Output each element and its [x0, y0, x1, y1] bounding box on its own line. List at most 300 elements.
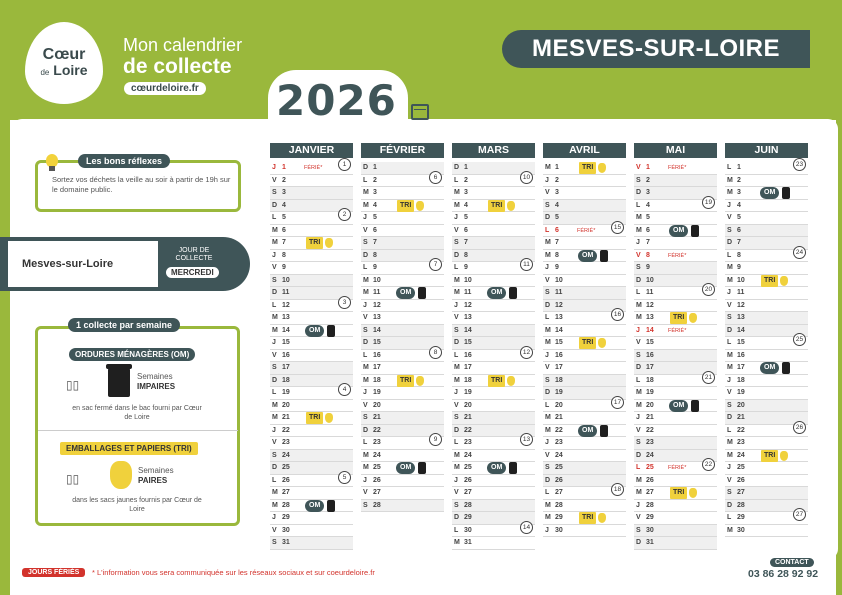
day-row	[634, 412, 717, 425]
day-letter: L	[636, 201, 641, 209]
day-number: 23	[282, 439, 290, 446]
day-number: 11	[373, 289, 381, 296]
day-number: 14	[373, 326, 381, 334]
day-letter: M	[727, 276, 733, 284]
day-number: 3	[373, 189, 377, 196]
day-number: 14	[646, 326, 654, 334]
day-number: 22	[282, 426, 290, 434]
day-letter: L	[363, 439, 368, 446]
day-number: 26	[282, 476, 290, 484]
day-letter: D	[727, 239, 733, 246]
day-number: 10	[737, 276, 745, 284]
day-letter: M	[545, 326, 551, 334]
day-row	[270, 275, 353, 288]
day-row	[270, 250, 353, 263]
collection-day-value: MERCREDI	[166, 267, 219, 278]
day-row	[543, 500, 626, 513]
day-row	[634, 437, 717, 450]
ferie-label: FÉRIÉ*	[304, 165, 323, 171]
day-row	[634, 162, 717, 175]
day-letter: J	[363, 214, 367, 221]
day-row	[725, 287, 808, 300]
day-row	[270, 400, 353, 413]
day-row	[452, 300, 535, 313]
day-number: 29	[737, 514, 745, 521]
day-row	[634, 175, 717, 188]
day-letter: D	[727, 501, 733, 509]
day-row	[634, 250, 717, 263]
day-number: 15	[646, 339, 654, 346]
day-letter: V	[545, 189, 550, 196]
day-number: 8	[464, 251, 468, 259]
day-number: 27	[737, 489, 745, 496]
day-number: 25	[555, 464, 563, 471]
day-letter: V	[545, 451, 550, 459]
day-number: 21	[464, 414, 472, 421]
day-number: 28	[464, 501, 472, 509]
day-row	[543, 362, 626, 375]
day-number: 25	[646, 464, 654, 471]
day-number: 15	[282, 339, 290, 346]
day-number: 26	[737, 476, 745, 484]
day-row	[270, 337, 353, 350]
day-number: 13	[555, 314, 563, 321]
day-letter: J	[454, 476, 458, 484]
contact-phone[interactable]: 03 86 28 92 92	[748, 568, 819, 580]
om-collection-badge: OM	[578, 250, 597, 262]
day-letter: L	[272, 214, 277, 221]
day-letter: M	[454, 289, 460, 296]
day-number: 14	[464, 326, 472, 334]
day-row	[361, 312, 444, 325]
day-row	[725, 275, 808, 288]
day-number: 19	[646, 389, 654, 396]
day-number: 1	[464, 164, 468, 171]
day-number: 23	[555, 439, 563, 446]
day-row	[725, 437, 808, 450]
day-number: 4	[737, 201, 741, 209]
day-row	[270, 300, 353, 313]
day-row	[634, 287, 717, 300]
day-number: 20	[464, 401, 472, 409]
day-letter: M	[272, 501, 278, 509]
day-letter: M	[727, 176, 733, 184]
day-number: 25	[464, 464, 472, 471]
day-letter: V	[636, 251, 641, 259]
day-number: 5	[282, 214, 286, 221]
day-number: 9	[464, 264, 468, 271]
day-letter: J	[363, 476, 367, 484]
day-letter: M	[636, 389, 642, 396]
day-row	[725, 262, 808, 275]
tri-collection-badge: TRI	[761, 275, 778, 287]
day-number: 22	[737, 426, 745, 434]
day-row	[270, 387, 353, 400]
day-row	[270, 225, 353, 238]
day-row	[361, 475, 444, 488]
week-number-badge: 3	[338, 296, 351, 309]
day-row	[543, 512, 626, 525]
day-letter: D	[272, 201, 278, 209]
day-number: 5	[373, 214, 377, 221]
day-letter: M	[363, 364, 369, 371]
day-letter: S	[545, 289, 550, 296]
day-number: 8	[646, 251, 650, 259]
day-letter: V	[454, 226, 459, 234]
day-number: 22	[464, 426, 472, 434]
day-row	[634, 337, 717, 350]
om-collection-badge: OM	[760, 187, 779, 199]
month-column	[270, 143, 353, 550]
day-letter: V	[636, 164, 641, 171]
day-number: 31	[646, 539, 654, 546]
day-number: 17	[555, 364, 563, 371]
day-row	[725, 162, 808, 175]
day-letter: L	[363, 264, 368, 271]
day-letter: S	[545, 201, 550, 209]
day-letter: D	[545, 389, 551, 396]
day-number: 10	[282, 276, 290, 284]
day-letter: M	[727, 264, 733, 271]
day-letter: S	[454, 239, 459, 246]
day-letter: D	[545, 301, 551, 309]
week-number-badge: 25	[793, 333, 806, 346]
day-number: 24	[555, 451, 563, 459]
day-number: 30	[282, 526, 290, 534]
day-letter: J	[545, 351, 549, 359]
week-number-badge: 17	[611, 396, 624, 409]
day-letter: S	[272, 189, 277, 196]
ferie-label: FÉRIÉ*	[668, 252, 687, 259]
day-number: 29	[555, 514, 563, 521]
day-row	[725, 425, 808, 438]
month-header: FÉVRIER	[361, 143, 444, 158]
day-letter: M	[545, 164, 551, 171]
day-letter: V	[454, 314, 459, 321]
day-row	[452, 237, 535, 250]
day-letter: S	[363, 501, 368, 509]
day-letter: S	[727, 401, 732, 409]
week-number-badge: 11	[520, 258, 533, 271]
day-number: 23	[373, 439, 381, 446]
day-number: 18	[373, 376, 381, 384]
day-letter: S	[454, 414, 459, 421]
contact-tag: CONTACT	[770, 558, 814, 567]
month-column	[361, 143, 444, 512]
day-letter: D	[363, 251, 369, 259]
day-row	[725, 450, 808, 463]
day-row	[634, 487, 717, 500]
day-letter: M	[454, 464, 460, 471]
day-row	[361, 450, 444, 463]
day-number: 26	[555, 476, 563, 484]
day-number: 21	[282, 414, 290, 421]
day-row	[543, 262, 626, 275]
day-number: 7	[646, 239, 650, 246]
day-letter: M	[363, 464, 369, 471]
day-number: 12	[373, 301, 381, 309]
day-number: 27	[373, 489, 381, 496]
day-number: 1	[555, 164, 559, 171]
day-letter: S	[454, 326, 459, 334]
day-letter: M	[363, 276, 369, 284]
tri-collection-badge: TRI	[579, 337, 596, 349]
day-letter: M	[636, 476, 642, 484]
week-number-badge: 8	[429, 346, 442, 359]
day-row	[361, 175, 444, 188]
day-letter: M	[727, 439, 733, 446]
day-number: 20	[646, 401, 654, 409]
day-letter: M	[454, 276, 460, 284]
day-number: 15	[555, 339, 563, 346]
day-letter: D	[454, 164, 460, 171]
day-letter: M	[272, 314, 278, 321]
day-number: 21	[373, 414, 381, 421]
day-number: 31	[464, 539, 472, 546]
day-row	[725, 362, 808, 375]
day-number: 11	[646, 289, 654, 296]
day-letter: L	[454, 351, 459, 359]
week-number-badge: 23	[793, 158, 806, 171]
day-row	[361, 412, 444, 425]
day-row	[452, 262, 535, 275]
day-number: 11	[737, 289, 745, 296]
day-number: 12	[282, 301, 290, 309]
day-row	[452, 212, 535, 225]
website-link[interactable]: cœurdeloire.fr	[124, 82, 206, 95]
day-row	[634, 537, 717, 550]
day-number: 9	[373, 264, 377, 271]
day-letter: M	[454, 376, 460, 384]
day-letter: D	[727, 326, 733, 334]
day-row	[452, 200, 535, 213]
day-row	[634, 500, 717, 513]
week-number-badge: 18	[611, 483, 624, 496]
day-letter: J	[363, 301, 367, 309]
day-number: 27	[555, 489, 563, 496]
day-number: 18	[646, 376, 654, 384]
day-row	[725, 312, 808, 325]
day-number: 1	[646, 164, 650, 171]
month-header: JANVIER	[270, 143, 353, 158]
day-row	[543, 425, 626, 438]
day-row	[270, 425, 353, 438]
day-number: 14	[282, 326, 290, 334]
om-collection-badge: OM	[760, 362, 779, 374]
day-row	[725, 525, 808, 538]
day-row	[361, 375, 444, 388]
day-letter: S	[636, 526, 641, 534]
day-letter: M	[636, 301, 642, 309]
day-letter: M	[545, 501, 551, 509]
bons-reflexes-tag: Les bons réflexes	[78, 154, 170, 168]
day-row	[270, 187, 353, 200]
tri-collection-badge: TRI	[488, 375, 505, 387]
day-row	[543, 275, 626, 288]
day-row	[270, 162, 353, 175]
tri-collection-badge: TRI	[579, 512, 596, 524]
day-letter: L	[545, 401, 550, 409]
day-letter: S	[636, 439, 641, 446]
day-letter: L	[636, 289, 641, 296]
day-row	[725, 212, 808, 225]
tri-week-icon: ▯▯	[66, 472, 80, 486]
day-number: 6	[646, 226, 650, 234]
om-tag: ORDURES MÉNAGÈRES (OM)	[69, 348, 195, 361]
day-row	[543, 200, 626, 213]
day-number: 9	[555, 264, 559, 271]
day-letter: D	[636, 189, 642, 196]
day-number: 10	[464, 276, 472, 284]
day-row	[270, 350, 353, 363]
day-row	[634, 312, 717, 325]
day-number: 21	[737, 414, 745, 421]
day-number: 18	[737, 376, 745, 384]
day-row	[361, 237, 444, 250]
tri-collection-badge: TRI	[670, 487, 687, 499]
week-number-badge: 22	[702, 458, 715, 471]
day-number: 17	[373, 364, 381, 371]
day-number: 11	[555, 289, 563, 296]
day-letter: V	[363, 226, 368, 234]
day-letter: D	[454, 339, 460, 346]
day-row	[543, 525, 626, 538]
day-row	[725, 512, 808, 525]
collection-day-label: JOUR DE COLLECTE	[175, 247, 213, 262]
day-letter: S	[545, 376, 550, 384]
day-number: 7	[464, 239, 468, 246]
day-row	[452, 437, 535, 450]
day-letter: V	[545, 364, 550, 371]
day-letter: V	[272, 439, 277, 446]
day-number: 22	[373, 426, 381, 434]
day-number: 16	[646, 351, 654, 359]
collect-divider	[38, 430, 238, 431]
om-collection-badge: OM	[305, 325, 324, 337]
day-row	[452, 387, 535, 400]
om-collection-badge: OM	[669, 225, 688, 237]
day-letter: L	[363, 351, 368, 359]
day-letter: S	[727, 314, 732, 321]
day-number: 27	[282, 489, 290, 496]
day-letter: D	[272, 289, 278, 296]
day-number: 23	[646, 439, 654, 446]
day-number: 29	[464, 514, 472, 521]
day-letter: L	[727, 339, 732, 346]
day-row	[361, 325, 444, 338]
day-row	[270, 212, 353, 225]
day-row	[361, 387, 444, 400]
day-number: 4	[373, 201, 377, 209]
day-letter: L	[363, 176, 368, 184]
day-row	[543, 437, 626, 450]
day-number: 26	[646, 476, 654, 484]
om-collection-badge: OM	[669, 400, 688, 412]
day-row	[452, 412, 535, 425]
day-row	[634, 512, 717, 525]
day-row	[452, 475, 535, 488]
day-row	[452, 487, 535, 500]
om-weeks-label: Semaines	[137, 372, 173, 381]
day-row	[634, 325, 717, 338]
day-number: 13	[737, 314, 745, 321]
day-row	[452, 175, 535, 188]
day-letter: J	[272, 251, 276, 259]
day-letter: J	[727, 289, 731, 296]
day-row	[725, 225, 808, 238]
day-letter: L	[636, 464, 641, 471]
day-letter: M	[454, 189, 460, 196]
day-row	[725, 300, 808, 313]
day-letter: V	[545, 276, 550, 284]
day-letter: D	[636, 539, 642, 546]
day-row	[361, 187, 444, 200]
day-number: 19	[282, 389, 290, 396]
day-row	[725, 337, 808, 350]
day-letter: V	[727, 476, 732, 484]
om-collection-badge: OM	[487, 462, 506, 474]
week-number-badge: 12	[520, 346, 533, 359]
day-letter: J	[545, 176, 549, 184]
day-number: 5	[737, 214, 741, 221]
day-letter: M	[272, 226, 278, 234]
day-letter: M	[545, 426, 551, 434]
day-letter: S	[636, 264, 641, 271]
week-number-badge: 2	[338, 208, 351, 221]
day-row	[634, 400, 717, 413]
day-number: 24	[282, 451, 290, 459]
day-row	[543, 175, 626, 188]
day-row	[452, 537, 535, 550]
day-row	[452, 350, 535, 363]
om-collection-badge: OM	[487, 287, 506, 299]
day-row	[543, 237, 626, 250]
day-row	[725, 487, 808, 500]
day-number: 19	[555, 389, 563, 396]
day-number: 28	[737, 501, 745, 509]
day-letter: M	[272, 401, 278, 409]
month-header: JUIN	[725, 143, 808, 158]
day-row	[634, 525, 717, 538]
day-number: 2	[646, 176, 650, 184]
day-letter: L	[727, 164, 732, 171]
day-letter: L	[454, 264, 459, 271]
day-letter: M	[454, 201, 460, 209]
om-collection-badge: OM	[578, 425, 597, 437]
day-row	[543, 462, 626, 475]
day-number: 24	[646, 451, 654, 459]
day-number: 3	[464, 189, 468, 196]
day-number: 9	[737, 264, 741, 271]
day-number: 15	[737, 339, 745, 346]
day-number: 16	[737, 351, 745, 359]
day-letter: M	[363, 189, 369, 196]
day-number: 22	[555, 426, 563, 434]
day-letter: S	[727, 489, 732, 496]
day-row	[361, 212, 444, 225]
day-number: 23	[737, 439, 745, 446]
day-row	[543, 375, 626, 388]
day-number: 19	[373, 389, 381, 396]
day-row	[361, 275, 444, 288]
week-number-badge: 14	[520, 521, 533, 534]
day-number: 1	[737, 164, 741, 171]
day-row	[543, 162, 626, 175]
day-letter: J	[272, 164, 276, 171]
day-number: 21	[646, 414, 654, 421]
day-number: 5	[646, 214, 650, 221]
day-letter: V	[636, 339, 641, 346]
